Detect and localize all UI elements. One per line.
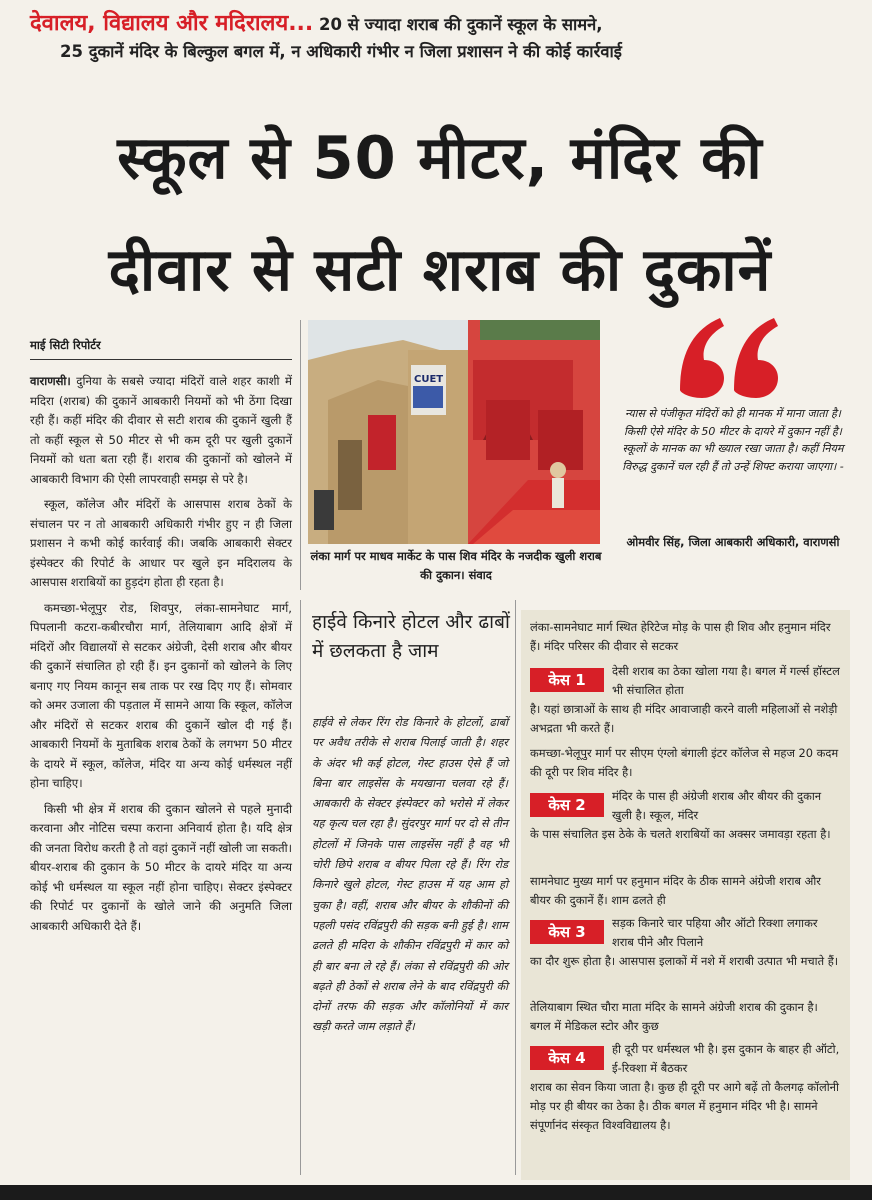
case-4-beside: ही दूरी पर धर्मस्थल भी है। इस दुकान के बाहर ही ऑटो, ई-रिक्शा में बैठकर xyxy=(612,1042,840,1075)
kicker-highlight: देवालय, विद्यालय और मदिरालय... xyxy=(30,11,314,36)
case-3-before: सामनेघाट मुख्य मार्ग पर हनुमान मंदिर के ठीक सामने अंग्रेजी शराब और बीयर की दुकानें हैं। शाम ढलते ही xyxy=(530,874,821,907)
middle-body: हाईवे से लेकर रिंग रोड किनारे के होटलों, ढाबों पर अवैध तरीके से शराब पिलाई जाती है। शहर के अंदर भी कई होटल, गेस्ट हाउस ऐसे हैं जो बिना बार लाइसेंस के मयखाना चलवा रहे हैं। आबकारी के सेक्टर इंस्पेक्टर को भरोसे में लेकर यह कृत्य चल रहा है। सुंदरपुर मार्ग पर दो से तीन होटलों में जिनके पास लाइसेंस नहीं है वह भी चोरी छिपे शराब व बीयर पिला रहे हैं। रिंग रोड किनारे खुले होटल, गेस्ट हाउस में यह आम हो चुका है। वहीं, शराब और बीयर के शौकीनों की पहली पसंद रविंद्रपुरी की सड़क बनी हुई है। शाम ढलते ही मदिरा के शौकीन रविंद्रपुरी में कार को ही बार बना ले रहे हैं। लंका से रविंद्रपुरी की ओर बढ़ते ही ठेकों से शराब लेने के बाद रविंद्रपुरी की दोनों तरफ की सड़क और कॉलोनियों में कार खड़ी करते जाम लड़ाते हैं। xyxy=(312,716,508,1034)
quote-text: न्यास से पंजीकृत मंदिरों को ही मानक में माना जाता है। किसी ऐसे मंदिर के 50 मीटर के दायरे में दुकान नहीं है। स्कूलों के मानक का भी ख्याल रखा जाता है। कहीं नियम विरुद्ध दुकानें चल रही हैं तो उन्हें शिफ्ट कराया जाएगा। - xyxy=(622,407,844,473)
case-1-beside: देसी शराब का ठेका खोला गया है। बगल में गर्ल्स हॉस्टल भी संचालित होता xyxy=(612,664,840,697)
news-photo xyxy=(308,320,600,544)
paragraph-4: किसी भी क्षेत्र में शराब की दुकान खोलने से पहले मुनादी करवाना और नोटिस चस्पा कराना अनिवार्य होता है। यदि क्षेत्र की जनता विरोध करती है तो वहां दुकानें नहीं खोली जा सकती। बीयर-शराब की दुकान के 50 मीटर के दायरे मंदिर या अन्य कोई भी धर्मस्थल या स्कूल नहीं होना चाहिए। सेक्टर इंस्पेक्टर की रिपोर्ट पर दुकानों के खोले जाने की अनुमति जिला आबकारी अधिकारी देते हैं। xyxy=(30,801,292,933)
dateline: वाराणसी। xyxy=(30,374,71,388)
case-4-after: शराब का सेवन किया जाता है। कुछ ही दूरी पर आगे बढ़ें तो कैलगढ़ कॉलोनी मोड़ पर ही बीयर का ठेका है। ठीक बगल में हनुमान मंदिर भी है। सामने संपूर्णानंद संस्कृत विश्वविद्यालय है। xyxy=(530,1080,839,1132)
byline: माई सिटी रिपोर्टर xyxy=(30,330,292,360)
paragraph-2: स्कूल, कॉलेज और मंदिरों के आसपास शराब ठेकों के संचालन पर न तो आबकारी अधिकारी गंभीर हुए न ही जिला प्रशासन ने कभी कोई कार्रवाई की। जबकि आबकारी सेक्टर इंस्पेक्टर की रिपोर्ट के आधार पर खुले इन मदिरालय के आसपास शराबियों का हुड़दंग होता ही रहता है। xyxy=(30,497,292,589)
paragraph-1-text: दुनिया के सबसे ज्यादा मंदिरों वाले शहर काशी में मदिरा (शराब) की दुकानें आबकारी नियमों को भी ठेंगा दिखा रही हैं। कहीं मंदिर की दीवार से सटी शराब की दुकानें खुली हैं तो कहीं स्कूल से 50 मीटर से भी कम दूरी पर खुली दुकानें नियमों को धता बता रही हैं। शराब की दुकानों को खोलने में आबकारी विभाग की ऐसी लापरवाही समझ से परे है। xyxy=(30,374,292,486)
paragraph-3: कमच्छा-भेलूपुर रोड, शिवपुर, लंका-सामनेघाट मार्ग, पिपलानी कटरा-कबीरचौरा मार्ग, तेलियाबाग आदि क्षेत्रों में मंदिरों और विद्यालयों से सटकर अंग्रेजी, देसी शराब और बीयर की दुकानें संचालित हो रही हैं। इन दुकानों को खोलने के लिए बनाए गए नियम कानून सब ताक पर रख दिए गए हैं। सोमवार को अमर उजाला की पड़ताल में सामने आया कि स्कूल, कॉलेज और मंदिरों से सटकर शराब की दुकानें खोल दी गई हैं। आबकारी नियमों के मुताबिक शराब ठेकों के लगभग 50 मीटर के दायरे में स्कूल, कॉलेज, मंदिर या अन्य कोई धर्मस्थल नहीं होना चाहिए। xyxy=(30,600,292,790)
case-3-badge: केस 3 xyxy=(530,920,604,944)
bottom-cut-strip xyxy=(0,1185,872,1200)
kicker xyxy=(30,10,860,65)
paragraph-1 xyxy=(30,372,292,489)
photo-sign-text: CUET xyxy=(414,374,444,385)
headline xyxy=(20,102,860,326)
column-rule-photo xyxy=(300,320,301,590)
headline-line-1: स्कूल से 50 मीटर, मंदिर की xyxy=(117,123,763,192)
case-2-after: के पास संचालित इस ठेके के चलते शराबियों का अक्सर जमावड़ा रहता है। xyxy=(530,827,831,841)
case-3-after: का दौर शुरू होता है। आसपास इलाकों में नशे में शराबी उत्पात भी मचाते हैं। xyxy=(530,954,839,968)
column-rule-middle xyxy=(515,600,516,1175)
headline-line-2: दीवार से सटी शराब की दुकानें xyxy=(108,235,772,304)
case-2-before: कमच्छा-भेलूपुर मार्ग पर सीएम एंग्लो बंगाली इंटर कॉलेज से महज 20 कदम की दूरी पर शिव मंदिर है। xyxy=(530,746,839,779)
case-4-badge: केस 4 xyxy=(530,1046,604,1070)
left-body xyxy=(30,372,292,936)
photo-illustration xyxy=(308,320,600,544)
case-2-beside: मंदिर के पास ही अंग्रेजी शराब और बीयर की दुकान खुली है। स्कूल, मंदिर xyxy=(612,789,822,822)
left-column xyxy=(30,330,292,942)
case-1-after: है। यहां छात्राओं के साथ ही मंदिर आवाजाही करने वाली महिलाओं से नशेड़ी अभद्रता भी करते हैं। xyxy=(530,702,838,735)
middle-heading: हाईवे किनारे होटल और ढाबों में छलकता है जाम xyxy=(312,611,510,662)
column-rule-left xyxy=(300,600,301,1175)
case-4-before: तेलियाबाग स्थित चौरा माता मंदिर के सामने अंग्रेजी शराब की दुकान है। बगल में मेडिकल स्टोर और कुछ xyxy=(530,1000,818,1033)
kicker-text-1: 20 से ज्यादा शराब की दुकानें स्कूल के सामने, xyxy=(313,15,603,34)
case-1-badge: केस 1 xyxy=(530,668,604,692)
photo-caption: लंका मार्ग पर माधव मार्केट के पास शिव मंदिर के नजदीक खुली शराब की दुकान। संवाद xyxy=(310,549,602,582)
case-3-beside: सड़क किनारे चार पहिया और ऑटो रिक्शा लगाकर शराब पीने और पिलाने xyxy=(612,916,818,949)
case-1-before: लंका-सामनेघाट मार्ग स्थित हेरिटेज मोड़ के पास ही शिव और हनुमान मंदिर हैं। मंदिर परिसर की दीवार से सटकर xyxy=(530,620,831,653)
case-2-badge: केस 2 xyxy=(530,793,604,817)
kicker-text-2: 25 दुकानें मंदिर के बिल्कुल बगल में, न अधिकारी गंभीर न जिला प्रशासन ने की कोई कार्रवाई xyxy=(60,42,622,61)
quote-author: ओमवीर सिंह, जिला आबकारी अधिकारी, वाराणसी xyxy=(626,535,840,549)
quote-mark-icon xyxy=(670,300,790,400)
middle-column xyxy=(312,713,508,1038)
